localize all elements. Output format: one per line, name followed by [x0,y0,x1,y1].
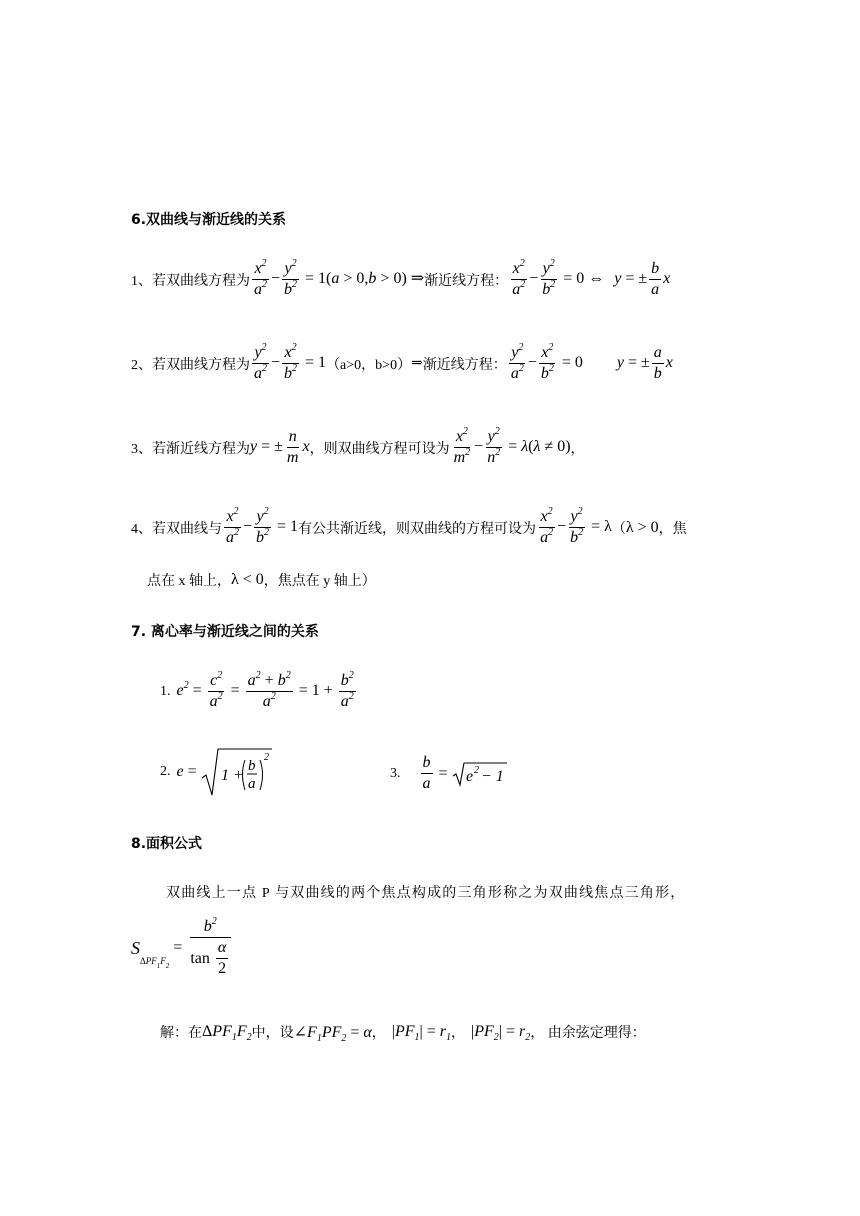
item-1 [131,260,670,299]
item-2: 2、若双曲线方程为 $\frac{y^2}{a^2}$ − $\frac{x^2}{b^2}$ = 1 （a>0，b>0） ⇒ 渐近线方程： $\frac{y^2}{a^2}$ − $\frac{x^2}{b^2}$ = 0 y = ± $\frac{a}{b}$ x [131,342,673,382]
item-3-lead: 3、若渐近线方程为 [131,441,250,457]
item-4-line2 [147,570,376,590]
solution-sep-1: ， [371,1026,386,1041]
item-2-lead: 2、若双曲线方程为 [131,357,250,373]
item-4-tail: （ [611,521,626,537]
formula-3-expr: $\frac{b}{a}$ = e 2 − 1 [419,754,508,793]
item-3-equation: $\frac{x^2}{m^2}$ − $\frac{y^2}{n^2}$ = λ(λ ≠ 0) [453,426,571,466]
item-1-asymptote: $\frac{x^2}{a^2}$ − $\frac{y^2}{b^2}$ = 0 ⇔ y = ± $\frac{b}{a}$ x [512,258,671,298]
item-4-lead: 4、若双曲线与 [131,521,222,537]
solution-line [160,1022,646,1042]
svg-text:1 +: 1 + [220,767,244,784]
formula-3 [390,754,508,793]
item-1-lead: 1、若双曲线方程为 [131,273,250,289]
r1-def: $|PF_1| = r_1$ [391,1023,452,1043]
svg-text:2: 2 [473,764,479,776]
item-4-cond2: λ < 0 [231,571,264,588]
formula-2-expr: e = 1 + b a 2 [177,746,273,798]
solution-end: ， 由余弦定理得： [530,1026,646,1041]
section-8-paragraph: 双曲线上一点 P 与双曲线的两个焦点构成的三角形称之为双曲线焦点三角形， [166,886,686,901]
item-4-line2b: ，焦点在 y 轴上） [263,574,376,589]
area-formula: S Δ $PF_1F_2$ = $b^2$ tan $\frac{\alpha}{2}$ [131,918,234,978]
item-4-cond1: λ > 0 [625,518,659,536]
item-4-tail2: ，焦 [658,521,687,537]
svg-text:− 1: − 1 [480,767,504,785]
formula-2 [160,746,273,798]
formula-1-expr: $e^2$ = $\frac{c^2}{a^2}$ = $\frac{a^2 + b^2}{a^2}$ = 1 + $\frac{b^2}{a^2}$ [176,670,354,710]
sqrt-expression [201,746,273,798]
triangle-name: $\Delta PF_1F_2$ [202,1023,252,1043]
solution-sep-2: ， [451,1026,466,1041]
r2-def: $|PF_2| = r_2$ [471,1023,531,1043]
item-4 [131,508,687,547]
item-4-equation: $\frac{x^2}{a^2}$ − $\frac{y^2}{b^2}$ = 1 [226,506,299,546]
svg-text:b: b [247,758,256,774]
item-2-asymptote: $\frac{y^2}{a^2}$ − $\frac{x^2}{b^2}$ = 0 y = ± $\frac{a}{b}$ x [510,342,673,382]
item-3 [131,428,585,467]
item-4-form: $\frac{x^2}{a^2}$ − $\frac{y^2}{b^2}$ = λ [540,506,612,546]
formula-2-label: 2. [160,764,171,779]
angle-def: $\angle F_1PF_2 = \alpha$ [293,1024,372,1044]
item-4-mid: 有公共渐近线，则双曲线的方程可设为 [298,521,537,537]
formula-3-label: 3. [390,765,401,781]
item-1-equation: $\frac{x^2}{a^2}$ − $\frac{y^2}{b^2}$ = 1(a > 0,b > 0) ⇒ [254,258,425,298]
svg-text:a: a [247,776,256,792]
section-6-title: 6.双曲线与渐近线的关系 [131,212,287,228]
formula-1 [160,672,358,711]
item-2-cond: （a>0，b>0） [326,357,412,373]
solution-mid1: 中，设 [251,1026,294,1041]
item-3-mid: ，则双曲线方程可设为 [309,441,450,457]
item-2-mid: 渐近线方程： [422,357,507,373]
section-7-title: 7. 离心率与渐近线之间的关系 [131,624,319,640]
section-8-title: 8.面积公式 [131,836,203,852]
svg-text:2: 2 [263,752,269,763]
svg-text:e: e [465,767,473,785]
item-2-equation: $\frac{y^2}{a^2}$ − $\frac{x^2}{b^2}$ = 1 [254,342,327,382]
item-1-mid: 渐近线方程： [424,273,509,289]
item-3-asymptote: y = ± $\frac{n}{m}$ x [250,428,310,466]
sqrt-e2-minus-1 [452,761,508,787]
item-3-end: ， [570,441,585,457]
item-4-line2a: 点在 x 轴上， [147,574,231,589]
formula-1-label: 1. [160,683,171,699]
solution-lead: 解：在 [160,1026,202,1041]
